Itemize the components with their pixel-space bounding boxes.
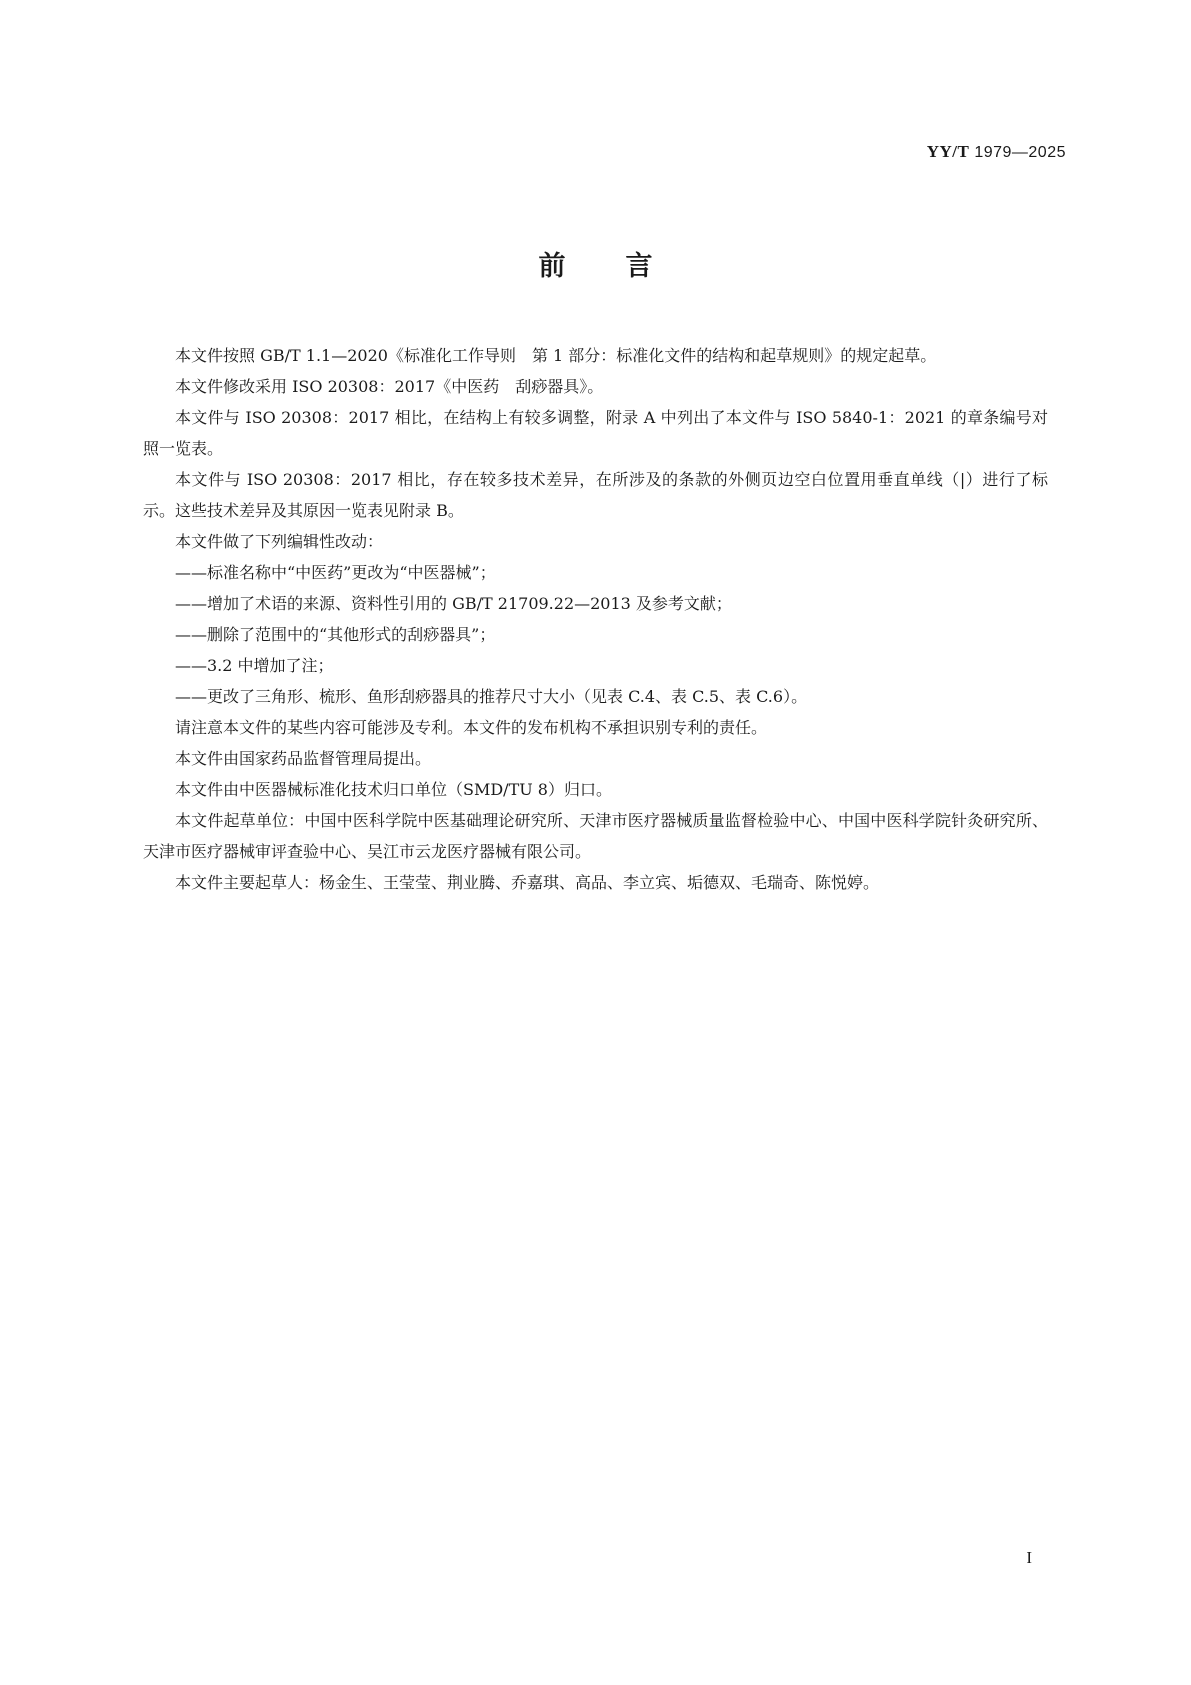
paragraph-technical-differences: 本文件与 ISO 20308：2017 相比，存在较多技术差异，在所涉及的条款的外侧页边空白位置用垂直单线（|）进行了标示。这些技术差异及其原因一览表见附录 B。 (143, 470, 1048, 520)
foreword-body (143, 340, 1048, 898)
paragraph-adoption: 本文件修改采用 ISO 20308：2017《中医药 刮痧器具》。 (175, 377, 604, 396)
list-item: ——3.2 中增加了注； (175, 656, 334, 675)
list-item: ——增加了术语的来源、资料性引用的 GB/T 21709.22—2013 及参考文献； (175, 594, 732, 613)
paragraph-editorial-intro: 本文件做了下列编辑性改动： (175, 532, 384, 551)
list-item: ——删除了范围中的“其他形式的刮痧器具”； (175, 625, 496, 644)
paragraph-centralized-unit: 本文件由中医器械标准化技术归口单位（SMD/TU 8）归口。 (175, 780, 612, 799)
list-item: ——更改了三角形、梳形、鱼形刮痧器具的推荐尺寸大小（见表 C.4、表 C.5、表 C.6）。 (175, 687, 808, 706)
page-number: I (1026, 1548, 1032, 1567)
paragraph-drafters: 本文件主要起草人：杨金生、王莹莹、荆业腾、乔嘉琪、高品、李立宾、垢德双、毛瑞奇、陈悦婷。 (175, 873, 880, 892)
paragraph-proposer: 本文件由国家药品监督管理局提出。 (175, 749, 432, 768)
paragraph-drafting-units: 本文件起草单位：中国中医科学院中医基础理论研究所、天津市医疗器械质量监督检验中心、中国中医科学院针灸研究所、天津市医疗器械审评查验中心、吴江市云龙医疗器械有限公司。 (143, 811, 1048, 861)
paragraph-patent-notice: 请注意本文件的某些内容可能涉及专利。本文件的发布机构不承担识别专利的责任。 (175, 718, 768, 737)
list-item: ——标准名称中“中医药”更改为“中医器械”； (175, 563, 496, 582)
standard-code (927, 142, 1066, 162)
standard-number: 1979—2025 (974, 144, 1066, 161)
paragraph-drafting-rules: 本文件按照 GB/T 1.1—2020《标准化工作导则 第 1 部分：标准化文件的结构和起草规则》的规定起草。 (175, 346, 937, 365)
standard-prefix: YY/T (926, 142, 970, 161)
paragraph-structure-changes: 本文件与 ISO 20308：2017 相比，在结构上有较多调整，附录 A 中列出了本文件与 ISO 5840-1：2021 的章条编号对照一览表。 (143, 408, 1048, 458)
page-title: 前言 (538, 251, 713, 282)
